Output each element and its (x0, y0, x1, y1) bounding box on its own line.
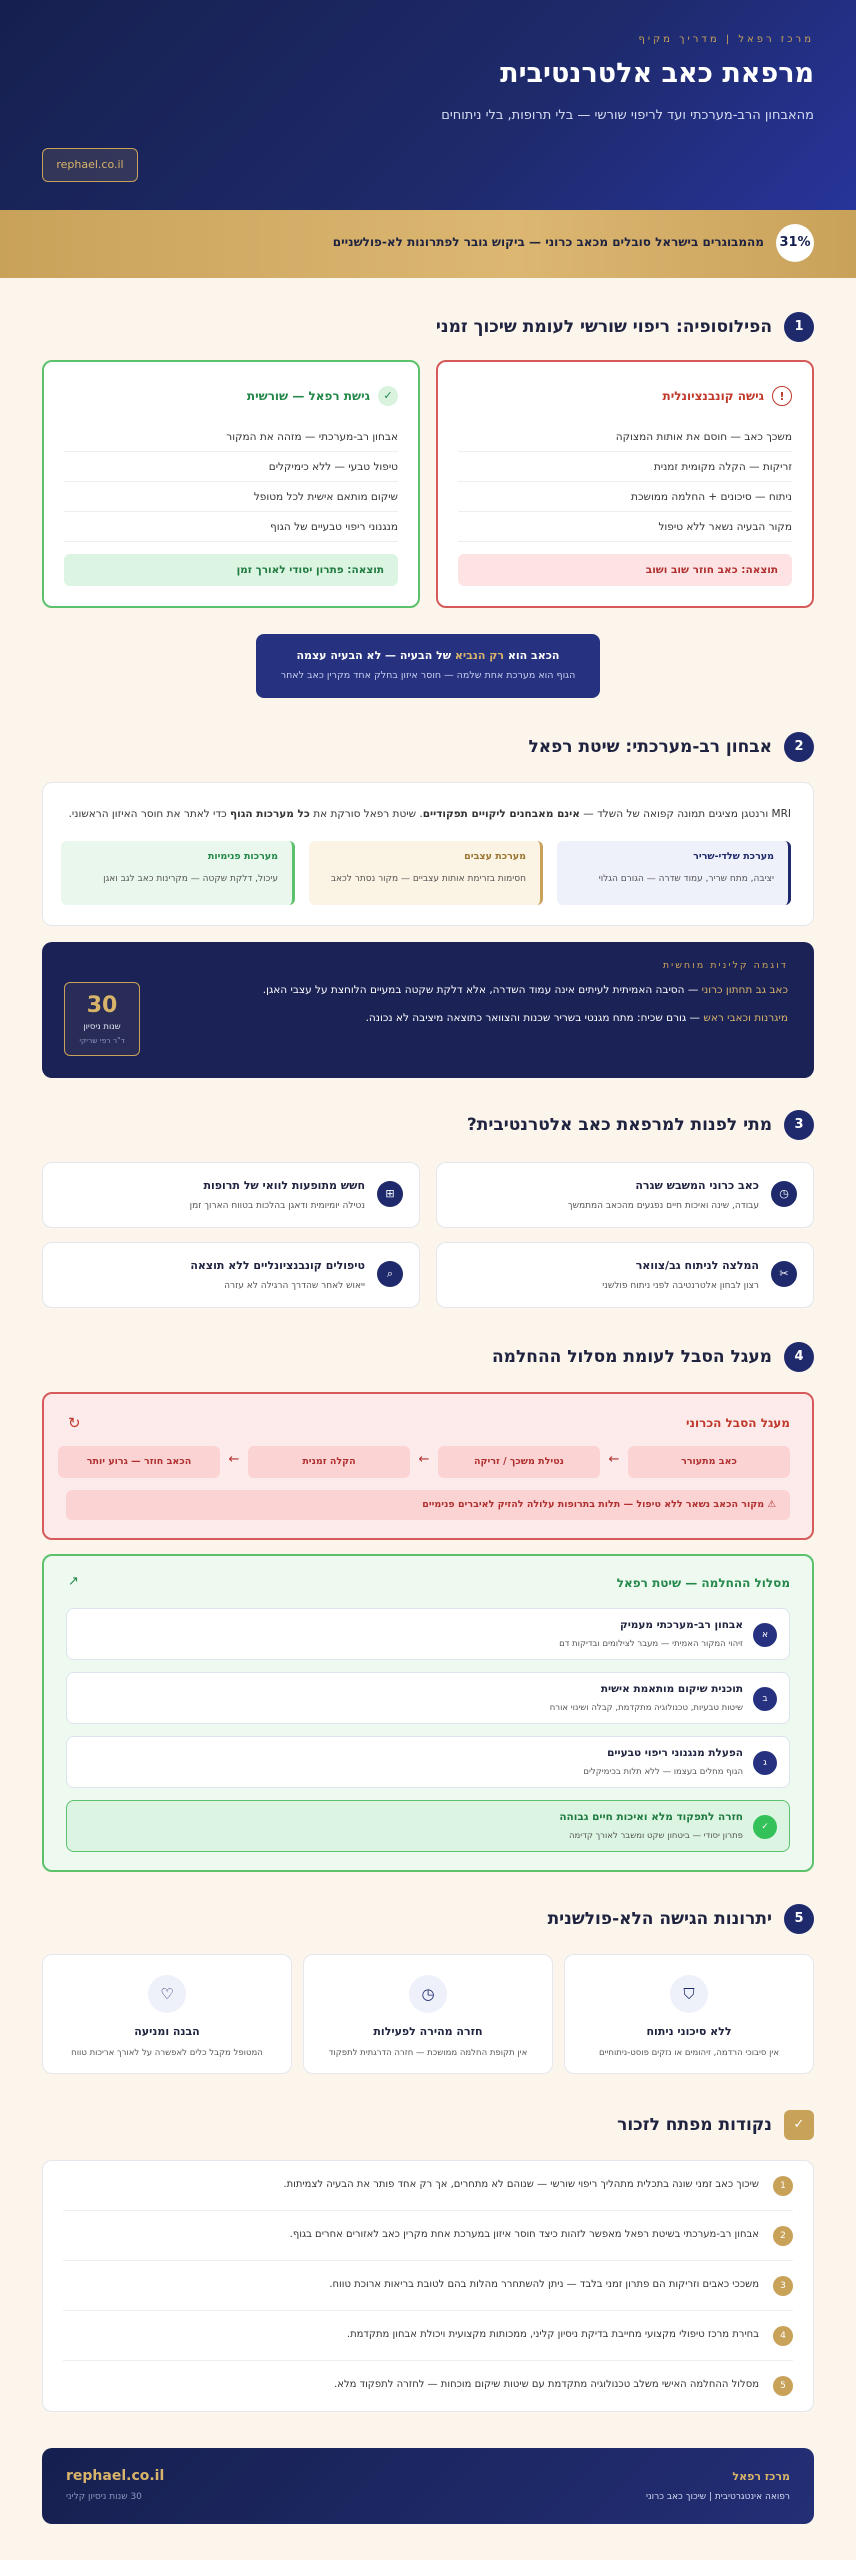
takeaway-item (63, 2211, 793, 2261)
warning-banner: ⚠ מקור הכאב נשאר ללא טיפול — תלות בתרופות עלולה להזיק לאיברים פנימיים (66, 1490, 790, 1520)
section-3-header (467, 1110, 814, 1140)
footer (42, 2448, 814, 2524)
quote-text: של הבעיה — לא הבעיה עצמה (296, 649, 455, 662)
case-kicker: דוגמה קלינית מוחשית (662, 960, 788, 971)
advantage-desc: אין סיבוכי הרדמה, זיהומים או נזקים פוסט-ניתוחיים (598, 2048, 780, 2058)
when-desc: נטילה יומיומית ודאגן בהלכות בטווח הארוך זמן (189, 1201, 365, 1211)
heart-icon: ♡ (148, 1975, 186, 2013)
takeaway-text: בחירת מרכז טיפולי מקצועי מחייבת בדיקת ניסיון קליני, ממכותות מקצועית ויכולת אבחון מתקדמת. (346, 2329, 759, 2340)
recovery-path-card (42, 1554, 814, 1872)
when-desc: עבודה, שינה ואיכות חיים נפגעים מהכאב המתמשך (567, 1201, 759, 1211)
site-link-button[interactable]: rephael.co.il (42, 148, 138, 182)
advantage-desc: אין תקופת החלמה ממושכת — חזרה הדרגתית לתפקוד (328, 2048, 528, 2058)
step-title: הפעלת מנגנוני ריפוי טבעיים (607, 1747, 743, 1759)
experience-box (64, 982, 140, 1056)
quote-subline: הגוף הוא מערכת אחת שלמה — חוסר איזון בחלק אחד מקרין כאב לאחר (280, 670, 576, 681)
step-badge: ב (753, 1687, 777, 1711)
footer-brand-sub: רפואה אינטגרטיבית | שיכוך כאב כרוני (646, 2492, 790, 2502)
result-banner: תוצאה: כאב חוזר שוב ושוב (458, 554, 792, 586)
conventional-approach-card (436, 360, 814, 608)
pill-icon: ⊞ (377, 1181, 403, 1207)
advantage-title: ללא סיכוני ניתוח (646, 2025, 732, 2038)
section-title: הפילוסופיה: ריפוי שורשי לעומת שיכוך זמני (435, 317, 772, 337)
quote-text: הכאב הוא (503, 649, 560, 662)
step-desc: פתרון יסודי — ביטחון שקט ומשבר לאורך קדימה (568, 1831, 743, 1841)
takeaway-text: אבחון רב-מערכתי בשיטת רפאל מאפשר לזהות כיצד חוסר איזון במערכת אחת מקרין כאב לאזורים אחרים בגוף. (289, 2229, 759, 2240)
hero-banner (0, 0, 856, 210)
vicious-cycle-card (42, 1392, 814, 1540)
footer-site-link[interactable]: rephael.co.il (66, 2468, 165, 2484)
quote-emphasis: רק הנביא (454, 649, 504, 662)
diagnosis-card (42, 782, 814, 926)
advantage-title: חזרה מהירה לפעילות (373, 2025, 483, 2038)
conventional-list (458, 422, 792, 542)
case-line: מיגרנות וכאבי ראש — גורם שכיח: מתח מגנטי בשריר שכנות והצוואר כתוצאה מיציבה לא נכונה. (365, 1012, 788, 1024)
hero-subtitle: מהאבחון הרב-מערכתי ועד לריפוי שורשי — בלי תרופות, בלי ניתוחים (441, 108, 814, 123)
takeaway-number: 5 (773, 2376, 793, 2396)
list-item: ניתוח — סיכונים + החלמה ממושכת (458, 482, 792, 512)
cycle-step: נטילת משכך / זריקה (438, 1446, 600, 1478)
when-card (436, 1242, 814, 1308)
takeaway-item (63, 2161, 793, 2211)
section-title: אבחון רב-מערכתי: שיטת רפאל (528, 737, 772, 757)
when-card (42, 1162, 420, 1228)
section-5-header (548, 1904, 814, 1934)
list-item: מנגנוני ריפוי טבעיים של הגוף (64, 512, 398, 542)
section-1-header (436, 312, 814, 342)
takeaway-text: שיכוך כאב זמני שונה בתכלית מתהליך ריפוי שורשי — שנוהם לא מתחרים, אך רק אחד פותר את הבעיה לצמיתות. (283, 2179, 759, 2190)
step-title: אבחון רב-מערכתי מעמיק (619, 1619, 743, 1631)
system-card-internal (61, 841, 295, 905)
when-desc: רצון לבחון אלטרנטיבה לפני ניתוח פולשני (602, 1281, 759, 1291)
footer-years: 30 שנות ניסיון קליני (66, 2492, 142, 2502)
check-square-icon: ✓ (784, 2110, 814, 2140)
system-card-musculoskeletal (557, 841, 791, 905)
takeaway-item (63, 2311, 793, 2361)
list-item: אבחון רב-מערכתי — מזהה את המקור (64, 422, 398, 452)
system-title: מערכות פנימיות (207, 851, 278, 862)
takeaway-number: 2 (773, 2226, 793, 2246)
system-desc: חסימות בזרימת אותות עצביים — מקור נסתר לכאב (330, 874, 526, 884)
clock-icon: ◷ (409, 1975, 447, 2013)
recovery-step-final (66, 1800, 790, 1852)
step-desc: שיטות טבעיות, טכנולוגיה מתקדמת, קבלה ושינוי אורח (549, 1703, 743, 1713)
takeaways-header (617, 2110, 814, 2140)
system-desc: עיכול, דלקת שקטה — מקרינות כאב לגב ואגן (103, 874, 278, 884)
recovery-step (66, 1736, 790, 1788)
system-card-nervous (309, 841, 543, 905)
when-card (42, 1242, 420, 1308)
cycle-step: כאב מתעורר (628, 1446, 790, 1478)
takeaway-item (63, 2261, 793, 2311)
when-title: חשש מתופעות לוואי של תרופות (203, 1179, 365, 1192)
step-title: תוכנית שיקום מותאמת אישית (600, 1683, 743, 1695)
list-item: משכך כאב — חוסם את אותות המצוקה (458, 422, 792, 452)
section-number: 4 (784, 1342, 814, 1372)
recovery-title: מסלול ההחלמה — שיטת רפאל (616, 1576, 790, 1590)
arrow-left-icon: ← (608, 1452, 620, 1467)
search-icon: ⌕ (377, 1261, 403, 1287)
system-desc: יציבה, מתח שריר, עמוד שדרה — הגורם הגלוי (598, 874, 774, 884)
section-4-header (492, 1342, 814, 1372)
shield-icon: ⛉ (670, 1975, 708, 2013)
when-title: טיפולים קונבנציונליים ללא תוצאה (190, 1259, 365, 1272)
trend-up-icon: ↗ (68, 1574, 79, 1589)
step-badge: א (753, 1623, 777, 1647)
takeaway-item (63, 2361, 793, 2411)
takeaway-number: 1 (773, 2176, 793, 2196)
takeaway-number: 3 (773, 2276, 793, 2296)
cycle-step: הקלה זמנית (248, 1446, 410, 1478)
rephael-approach-card (42, 360, 420, 608)
system-title: מערכת שלדי-שריר (693, 851, 774, 862)
alert-circle-icon: ! (772, 386, 792, 406)
section-title: יתרונות הגישה הלא-פולשנית (547, 1909, 772, 1929)
list-item: זריקות — הקלה מקומית זמנית (458, 452, 792, 482)
stat-text: מהמבוגרים בישראל סובלים מכאב כרוני — ביקוש גובר לפתרונות לא-פולשניים (332, 235, 764, 249)
section-number: 3 (784, 1110, 814, 1140)
step-desc: זיהוי המקור האמיתי — מעבר לצילומים ובדיקות דם (559, 1639, 743, 1649)
clinical-example-card (42, 942, 814, 1078)
advantage-desc: המטופל מקבל כלים לאפשרה על לאורך אריכות טווח (71, 2048, 263, 2058)
advantage-title: הבנה ומניעה (134, 2025, 200, 2038)
clock-icon: ◷ (771, 1181, 797, 1207)
section-title: מתי לפנות למרפאת כאב אלטרנטיבית? (466, 1115, 772, 1135)
recovery-step (66, 1672, 790, 1724)
section-number: 2 (784, 732, 814, 762)
section-title: נקודות מפתח לזכור (617, 2115, 772, 2135)
when-title: המלצה לניתוח גב/צוואר (635, 1259, 759, 1272)
footer-brand: מרכז רפאל (732, 2470, 790, 2483)
system-title: מערכת עצבים (464, 851, 526, 862)
cycle-step: הכאב חוזר — גרוע יותר (58, 1446, 220, 1478)
advantage-card (564, 1954, 814, 2074)
rotate-icon: ↻ (68, 1414, 81, 1432)
diagnosis-paragraph: MRI ורנטגן מציגים תמונה קפואה של השלד — אינם מאבחנים ליקויים תפקודיים. שיטת רפאל סורקת את כל מערכות הגוף כדי לאתר את חוסר האיזון הראשוני. (68, 808, 791, 820)
section-2-header (528, 732, 814, 762)
experience-unit: שנות ניסיון (83, 1022, 121, 1032)
list-item: טיפול טבעי — ללא כימיקלים (64, 452, 398, 482)
check-square-icon: ✓ (378, 386, 398, 406)
doctor-name: ד"ר רפי שריקי (79, 1036, 125, 1045)
vicious-title: מעגל הסבל הכרוני (686, 1416, 790, 1430)
pain-quote-box (256, 634, 600, 698)
experience-number: 30 (86, 993, 118, 1018)
arrow-left-icon: ← (418, 1452, 430, 1467)
takeaway-text: משככי כאבים וזריקות הם פתרון זמני בלבד — ניתן להשתחרר מהלות בהם לטובת בריאות ארוכת טווח. (329, 2279, 759, 2290)
when-title: כאב כרוני המשבש שגרה (635, 1179, 759, 1192)
section-number: 1 (784, 312, 814, 342)
scalpel-icon: ✂ (771, 1261, 797, 1287)
takeaway-number: 4 (773, 2326, 793, 2346)
takeaways-card (42, 2160, 814, 2412)
advantage-card (303, 1954, 553, 2074)
page-title: מרפאת כאב אלטרנטיבית (500, 58, 814, 89)
when-card (436, 1162, 814, 1228)
arrow-left-icon: ← (228, 1452, 240, 1467)
step-badge: ג (753, 1751, 777, 1775)
result-banner: תוצאה: פתרון יסודי לאורך זמן (64, 554, 398, 586)
stat-value-badge: 31% (776, 224, 814, 262)
list-item: מקור הבעיה נשאר ללא טיפול (458, 512, 792, 542)
section-number: 5 (784, 1904, 814, 1934)
rephael-list (64, 422, 398, 542)
hero-kicker: מרכז רפאל | מדריך מקיף (638, 34, 814, 45)
stat-banner (0, 210, 856, 278)
step-title: חזרה לתפקוד מלא ואיכות חיים גבוהה (559, 1811, 743, 1823)
advantage-card (42, 1954, 292, 2074)
section-title: מעגל הסבל לעומת מסלול ההחלמה (492, 1347, 772, 1367)
takeaway-text: מסלול ההחלמה האישי משלב טכנולוגיה מתקדמת עם שיטות שיקום מוכחות — לחזרה לתפקוד מלא. (334, 2379, 759, 2390)
recovery-step (66, 1608, 790, 1660)
case-line: כאב גב תחתון כרוני — הסיבה האמיתית לעיתים אינה עמוד השדרה, אלא דלקת שקטה במעיים הלוחצת על עצבי האגן. (262, 984, 788, 996)
list-item: שיקום מותאם אישית לכל מטופל (64, 482, 398, 512)
when-desc: ייאוש לאחר שהדרך הרגילה לא עזרה (224, 1281, 365, 1291)
card-title: גישה קונבנציונלית (662, 389, 764, 403)
step-desc: הגוף מחלים בעצמו — ללא תלות בכימיקלים (583, 1767, 743, 1777)
card-title: גישת רפאל — שורשית (246, 389, 370, 403)
check-icon: ✓ (753, 1815, 777, 1839)
